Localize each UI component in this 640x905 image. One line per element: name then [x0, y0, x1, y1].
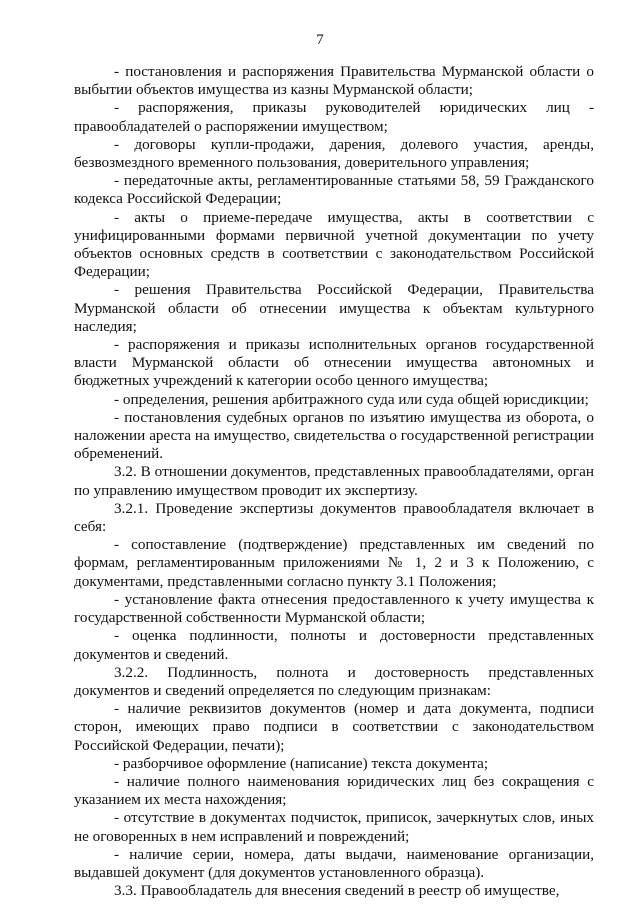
paragraph: - определения, решения арбитражного суда или суда общей юрисдикции; [114, 390, 589, 408]
section-3-2-2: 3.2.2. Подлинность, полнота и достоверность представленных документов и сведений определяется по следующим признакам: [74, 663, 594, 699]
document-body [74, 63, 594, 900]
paragraph: - наличие полного наименования юридических лиц без сокращения с указанием их места нахождения; [74, 772, 594, 809]
paragraph: - передаточные акты, регламентированные статьями 58, 59 Гражданского кодекса Российской Федерации; [74, 172, 594, 208]
page-number: 7 [316, 32, 324, 48]
paragraph: - постановления и распоряжения Правительства Мурманской области о выбытии объектов имущества из казны Мурманской области; [74, 63, 594, 99]
paragraph: - установление факта отнесения предоставленного к учету имущества к государственной собственности Мурманской области; [74, 590, 594, 627]
paragraph: - наличие реквизитов документов (номер и дата документа, подписи сторон, имеющих право подписи в соответствии с законодательством Российской Федерации, печати); [74, 700, 594, 754]
paragraph: - распоряжения и приказы исполнительных органов государственной власти Мурманской области об отнесении имущества автономных и бюджетных учреждений к категории особо ценного имущества; [74, 336, 594, 390]
paragraph: - постановления судебных органов по изъятию имущества из оборота, о наложении ареста на имущество, свидетельства о государственной регистрации обременений. [74, 408, 594, 463]
paragraph: - разборчивое оформление (написание) текста документа; [114, 754, 489, 772]
paragraph: - оценка подлинности, полноты и достоверности представленных документов и сведений. [74, 627, 594, 663]
paragraph: - наличие серии, номера, даты выдачи, наименование организации, выдавшей документ (для документов установленного образца). [74, 845, 594, 881]
section-3-3: 3.3. Правообладатель для внесения сведений в реестр об имуществе, [114, 882, 560, 900]
paragraph: - договоры купли-продажи, дарения, долевого участия, аренды, безвозмездного временного пользования, доверительного управления; [74, 135, 594, 172]
paragraph: - распоряжения, приказы руководителей юридических лиц - правообладателей о распоряжении имуществом; [74, 99, 594, 135]
paragraph: - сопоставление (подтверждение) представленных им сведений по формам, регламентированным приложениями № 1, 2 и 3 к Положению, с документами, представленными согласно пункту 3.1 Положения; [74, 536, 594, 590]
section-3-2: 3.2. В отношении документов, представленных правообладателями, орган по управлению имуществом проводит их экспертизу. [74, 463, 594, 499]
paragraph: - акты о приеме-передаче имущества, акты в соответствии с унифицированными формами первичной учетной документации по учету объектов основных средств в соответствии с законодательством Российской Федерации; [74, 208, 594, 281]
paragraph: - отсутствие в документах подчисток, приписок, зачеркнутых слов, иных не оговоренных в нем исправлений и повреждений; [74, 809, 594, 845]
paragraph: - решения Правительства Российской Федерации, Правительства Мурманской области об отнесении имущества к объектам культурного наследия; [74, 281, 594, 335]
section-3-2-1: 3.2.1. Проведение экспертизы документов правообладателя включает в себя: [74, 499, 594, 536]
